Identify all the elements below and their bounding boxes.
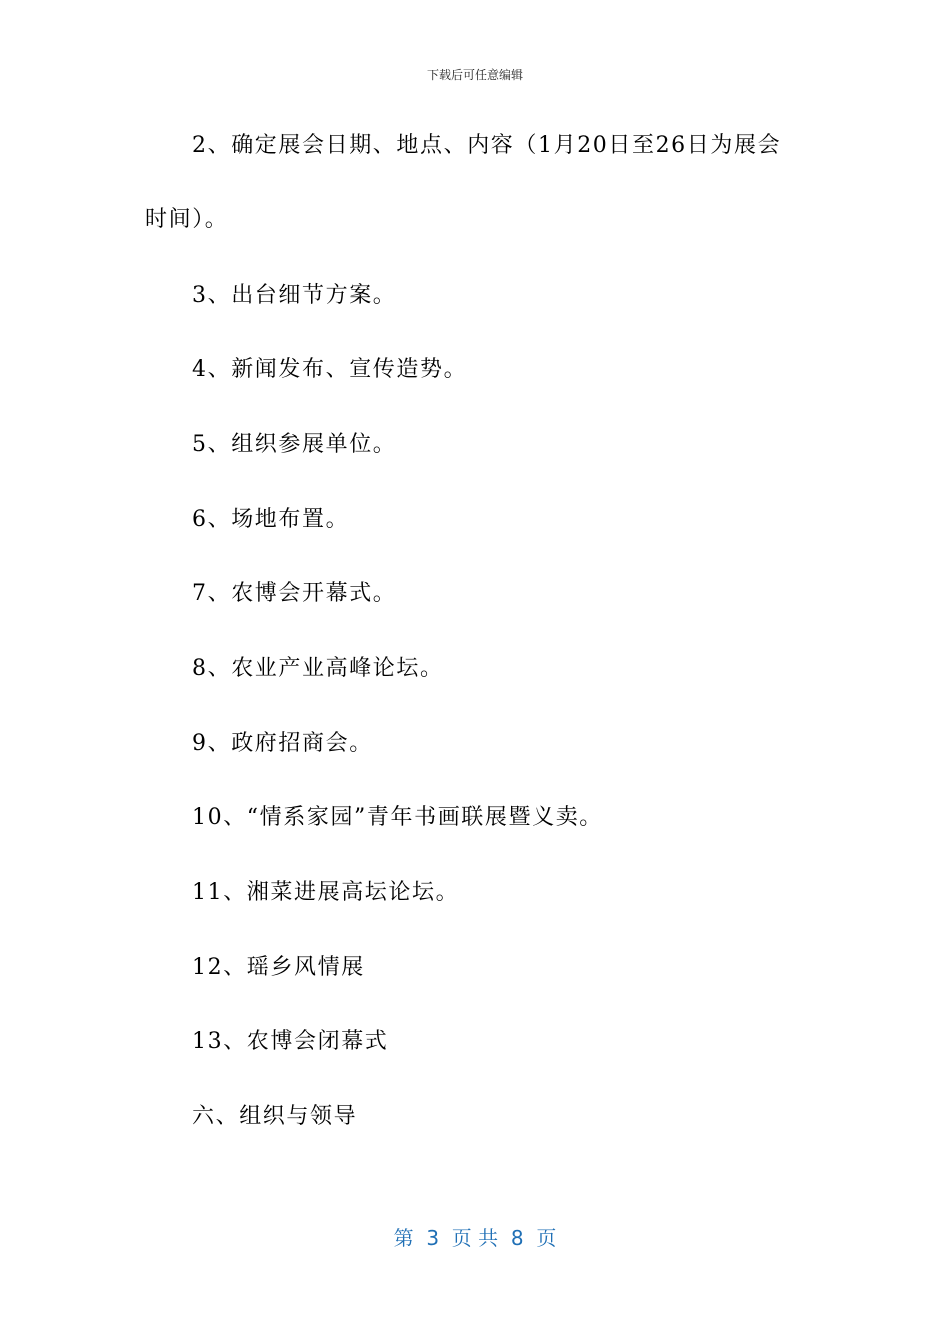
paragraph-item-8: 8、农业产业高峰论坛。: [192, 656, 444, 681]
paragraph-item-12: 12、瑶乡风情展: [192, 955, 365, 980]
section-heading-organization: 六、组织与领导: [192, 1104, 358, 1129]
paragraph-item-2: 2、确定展会日期、地点、内容（1月20日至26日为展会: [192, 133, 782, 158]
paragraph-item-5: 5、组织参展单位。: [192, 432, 397, 457]
paragraph-item-6: 6、场地布置。: [192, 507, 350, 532]
paragraph-item-3: 3、出台细节方案。: [192, 283, 397, 308]
page-number-footer: 第 3 页 共 8 页: [393, 1226, 557, 1250]
page-header: 下载后可任意编辑: [426, 68, 523, 82]
paragraph-item-11: 11、湘菜进展高坛论坛。: [192, 880, 460, 905]
paragraph-item-10: 10、“情系家园”青年书画联展暨义卖。: [192, 805, 603, 830]
paragraph-item-7: 7、农博会开幕式。: [192, 581, 397, 606]
paragraph-item-4: 4、新闻发布、宣传造势。: [192, 357, 468, 382]
paragraph-item-2-continued: 时间）。: [145, 207, 229, 232]
paragraph-item-9: 9、政府招商会。: [192, 731, 373, 756]
paragraph-item-13: 13、农博会闭幕式: [192, 1029, 389, 1054]
